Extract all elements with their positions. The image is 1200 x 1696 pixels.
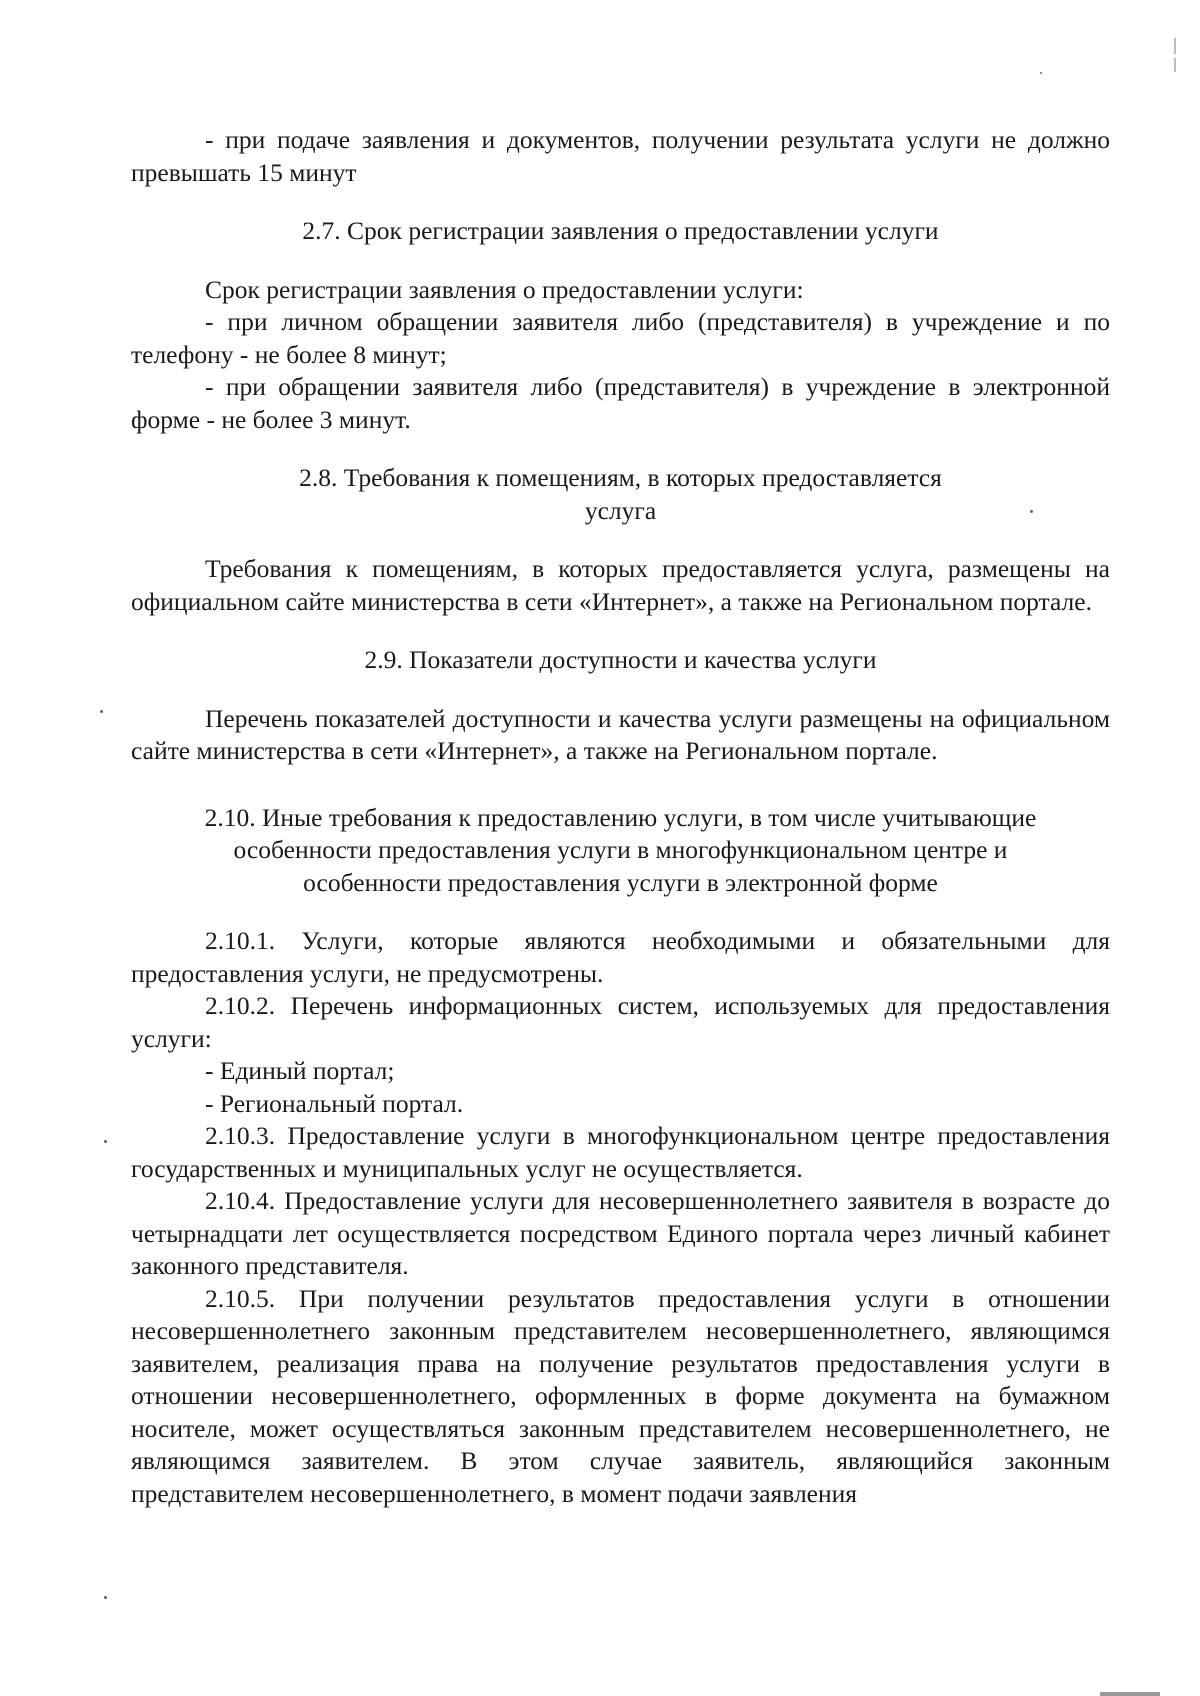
paragraph-2-10-2-b: - Региональный портал. xyxy=(205,1088,464,1118)
paragraph-intro: - при подаче заявления и документов, получении результата услуги не должно превышать 15 минут xyxy=(131,125,1110,187)
scan-speck xyxy=(1040,72,1042,74)
heading-2-10-line1: 2.10. Иные требования к предоставлению услуги, в том числе учитывающие xyxy=(204,802,1037,832)
paragraph-2-9: Перечень показателей доступности и качества услуги размещены на официальном сайте министерства в сети «Интернет», а также на Региональном портале. xyxy=(131,703,1110,765)
scan-speck xyxy=(104,1596,107,1599)
paragraph-2-10-1: 2.10.1. Услуги, которые являются необходимыми и обязательными для предоставления услуги, не предусмотрены. xyxy=(131,926,1110,988)
paragraph-2-8: Требования к помещениям, в которых предоставляется услуга, размещены на официальном сайте министерства в сети «Интернет», а также на Региональном портале. xyxy=(131,554,1110,616)
paragraph-2-10-2-a: - Единый портал; xyxy=(205,1056,395,1085)
scan-speck xyxy=(1030,510,1033,513)
paragraph-2-10-5: 2.10.5. При получении результатов предоставления услуги в отношении несовершеннолетнего законным представителем несовершеннолетнего, являющимся заявителем, реализация права на получение результатов предоставления услуги в отношении несовершеннолетнего, оформленных в форме документа на бумажном носителе, может осуществляться законным представителем несовершеннолетнего, не являющимся заявителем. В этом случае заявитель, являющийся законным представителем несовершеннолетнего, в момент подачи заявления xyxy=(131,1283,1110,1508)
scan-edge-mark xyxy=(1174,38,1176,54)
heading-2-9: 2.9. Показатели доступности и качества услуги xyxy=(364,645,877,674)
paragraph-2-7-b: - при обращении заявителя либо (представителя) в учреждение в электронной форме - не более 3 минут. xyxy=(131,372,1110,434)
paragraph-2-7-lead: Срок регистрации заявления о предоставлении услуги: xyxy=(205,274,804,304)
paragraph-2-7-a: - при личном обращении заявителя либо (представителя) в учреждение и по телефону - не более 8 минут; xyxy=(131,307,1110,369)
paragraph-2-10-3: 2.10.3. Предоставление услуги в многофункциональном центре предоставления государственных и муниципальных услуг не осуществляется. xyxy=(131,1121,1110,1183)
paragraph-2-10-4: 2.10.4. Предоставление услуги для несовершеннолетнего заявителя в возрасте до четырнадцати лет осуществляется посредством Единого портала через личный кабинет законного представителя. xyxy=(131,1186,1110,1280)
heading-2-10-line3: особенности предоставления услуги в электронной форме xyxy=(303,867,938,897)
heading-2-8-line2: услуга xyxy=(584,495,657,525)
heading-2-8-line1: 2.8. Требования к помещениям, в которых предоставляется xyxy=(299,463,942,492)
heading-2-7: 2.7. Срок регистрации заявления о предоставлении услуги xyxy=(302,216,939,245)
scan-speck xyxy=(100,710,103,713)
scan-edge-mark xyxy=(1174,58,1176,72)
document-page xyxy=(131,124,1110,1510)
heading-2-10-line2: особенности предоставления услуги в многофункциональном центре и xyxy=(233,835,1008,864)
scan-speck xyxy=(104,1140,107,1143)
paragraph-2-10-2: 2.10.2. Перечень информационных систем, используемых для предоставления услуги: xyxy=(131,991,1110,1053)
scan-bottom-mark xyxy=(1100,1692,1160,1696)
